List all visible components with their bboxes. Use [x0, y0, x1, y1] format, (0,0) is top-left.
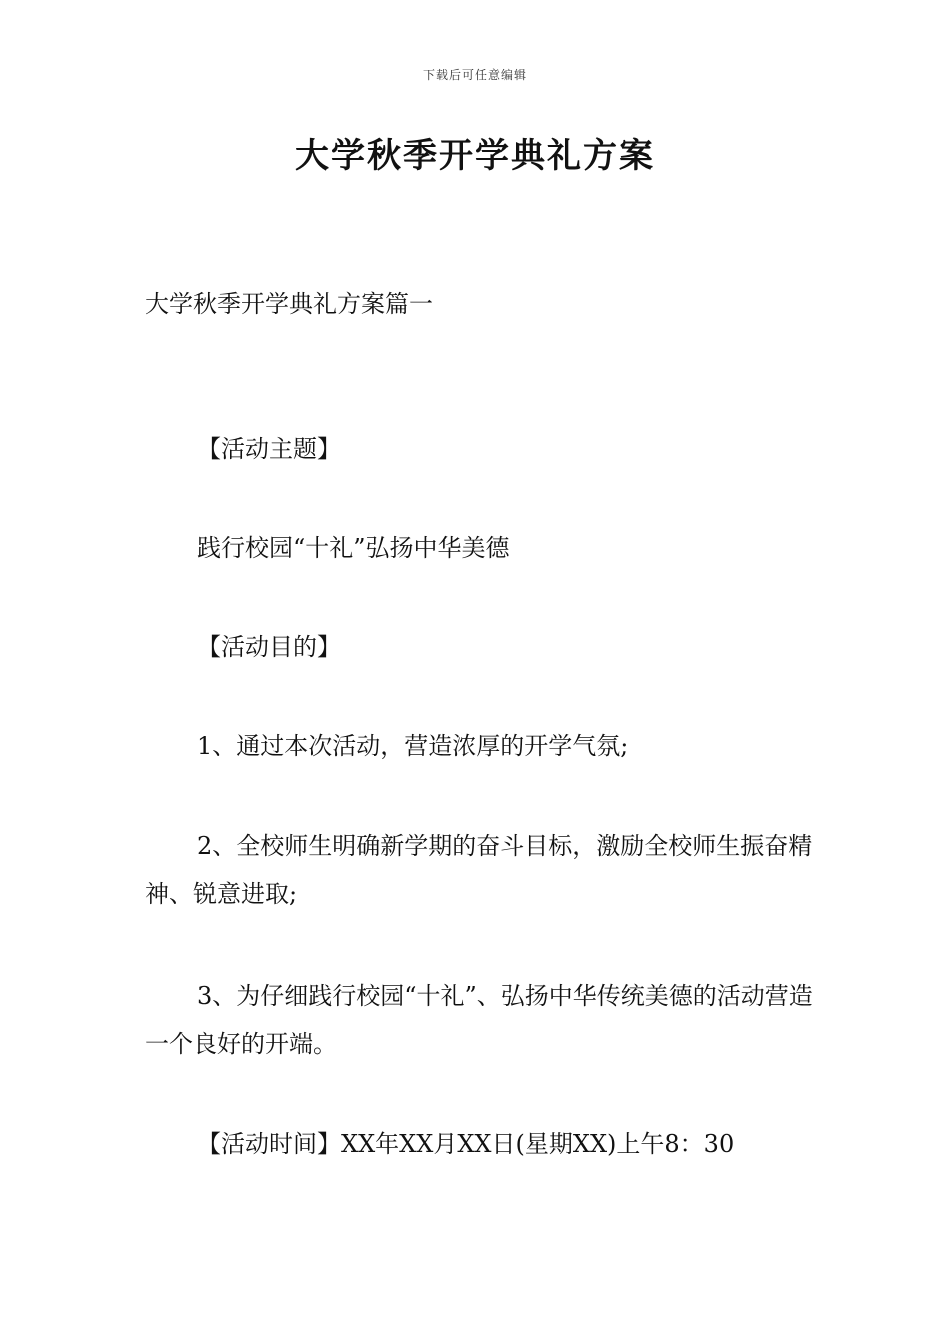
section-heading: 大学秋季开学典礼方案篇一 — [145, 290, 433, 318]
paragraph-activity-theme: 践行校园“十礼”弘扬中华美德 — [197, 534, 510, 562]
header-note: 下载后可任意编辑 — [422, 68, 527, 82]
paragraph-purpose-3: 3、为仔细践行校园“十礼”、弘扬中华传统美德的活动营造一个良好的开端。 — [145, 982, 813, 1058]
paragraph-activity-time: 【活动时间】XX年XX月XX日(星期XX)上午8：30 — [197, 1130, 735, 1158]
paragraph-activity-theme-label: 【活动主题】 — [197, 435, 341, 463]
paragraph-purpose-1: 1、通过本次活动，营造浓厚的开学气氛; — [197, 732, 629, 760]
paragraph-purpose-2: 2、全校师生明确新学期的奋斗目标，激励全校师生振奋精神、锐意进取; — [145, 832, 813, 908]
document-title: 大学秋季开学典礼方案 — [295, 136, 655, 176]
paragraph-activity-purpose-label: 【活动目的】 — [197, 633, 341, 661]
